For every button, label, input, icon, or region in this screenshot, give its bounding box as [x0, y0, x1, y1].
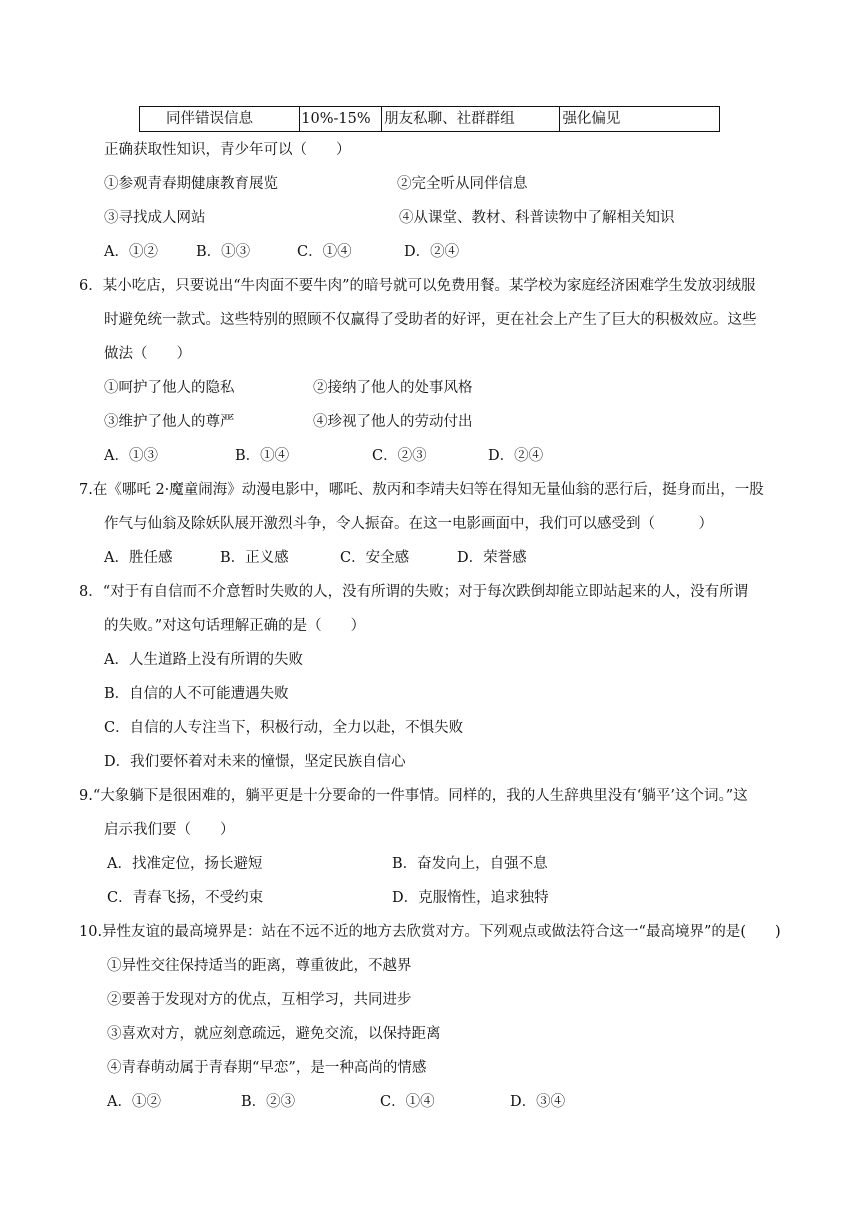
q10-choice-b[interactable]: B．②③ — [241, 1094, 296, 1110]
q10-option-1: ①异性交往保持适当的距离，尊重彼此，不越界 — [107, 958, 412, 974]
table-cell-percent: 10%-15% — [300, 107, 382, 132]
table-cell-channel: 朋友私聊、社群群组 — [382, 107, 560, 132]
q9-stem-line-2: 启示我们要（ ） — [104, 822, 235, 838]
q8-stem-line-1: 8．“对于有自信而不介意暂时失败的人，没有所谓的失败；对于每次跌倒却能立即站起来的人，没有所谓 — [79, 584, 749, 600]
q5-choice-d[interactable]: D．②④ — [404, 244, 460, 260]
q5-choice-b[interactable]: B．①③ — [196, 244, 251, 260]
q9-stem-line-1: 9.“大象躺下是很困难的，躺平更是十分要命的一件事情。同样的，我的人生辞典里没有‘躺平’这个词。”这 — [79, 788, 748, 804]
q6-choice-a[interactable]: A．①③ — [104, 448, 158, 464]
q10-stem-line-1: 10.异性友谊的最高境界是：站在不远不近的地方去欣赏对方。下列观点或做法符合这一“最高境界”的是( ) — [79, 924, 781, 940]
q6-choice-c[interactable]: C．②③ — [372, 448, 427, 464]
q7-stem-line-2: 作气与仙翁及除妖队展开激烈斗争，令人振奋。在这一电影画面中，我们可以感受到（ ） — [104, 516, 713, 532]
q8-choice-d[interactable]: D．我们要怀着对未来的憧憬，坚定民族自信心 — [104, 754, 406, 770]
q5-stem: 正确获取性知识，青少年可以（ ） — [104, 142, 351, 158]
q9-choice-d[interactable]: D．克服惰性，追求独特 — [392, 890, 549, 906]
q6-stem-line-2: 时避免统一款式。这些特别的照顾不仅赢得了受助者的好评，更在社会上产生了巨大的积极效应。这些 — [104, 312, 757, 328]
q6-stem-line-3: 做法（ ） — [104, 346, 191, 362]
q5-option-4: ④从课堂、教材、科普读物中了解相关知识 — [399, 210, 675, 226]
q10-option-3: ③喜欢对方，就应刻意疏远，避免交流，以保持距离 — [107, 1026, 441, 1042]
q9-choice-b[interactable]: B．奋发向上，自强不息 — [392, 856, 548, 872]
table-cell-effect: 强化偏见 — [560, 107, 720, 132]
info-source-table — [139, 106, 720, 132]
q6-option-3: ③维护了他人的尊严 — [104, 414, 235, 430]
q5-option-3: ③寻找成人网站 — [104, 210, 206, 226]
q9-choice-c[interactable]: C．青春飞扬，不受约束 — [107, 890, 264, 906]
table-cell-source: 同伴错误信息 — [140, 107, 300, 132]
q7-choice-d[interactable]: D．荣誉感 — [457, 550, 527, 566]
q7-stem-line-1: 7.在《哪吒 2·魔童闹海》动漫电影中，哪吒、敖丙和李靖夫妇等在得知无量仙翁的恶行后，挺身而出，一股 — [79, 482, 764, 498]
q6-option-2: ②接纳了他人的处事风格 — [313, 380, 473, 396]
q10-option-2: ②要善于发现对方的优点，互相学习，共同进步 — [107, 992, 412, 1008]
q5-choice-c[interactable]: C．①④ — [297, 244, 352, 260]
q6-choice-d[interactable]: D．②④ — [488, 448, 544, 464]
q7-choice-b[interactable]: B．正义感 — [220, 550, 289, 566]
q8-choice-b[interactable]: B．自信的人不可能遭遇失败 — [104, 686, 289, 702]
q7-choice-c[interactable]: C．安全感 — [340, 550, 410, 566]
q6-option-1: ①呵护了他人的隐私 — [104, 380, 235, 396]
q8-stem-line-2: 的失败。”对这句话理解正确的是（ ） — [104, 618, 366, 634]
q10-choice-a[interactable]: A．①② — [107, 1094, 161, 1110]
q8-choice-c[interactable]: C．自信的人专注当下，积极行动，全力以赴，不惧失败 — [104, 720, 464, 736]
q5-option-2: ②完全听从同伴信息 — [397, 176, 528, 192]
q7-choice-a[interactable]: A．胜任感 — [104, 550, 173, 566]
q10-choice-c[interactable]: C．①④ — [380, 1094, 435, 1110]
q5-option-1: ①参观青春期健康教育展览 — [104, 176, 278, 192]
q9-choice-a[interactable]: A．找准定位，扬长避短 — [107, 856, 263, 872]
q8-choice-a[interactable]: A．人生道路上没有所谓的失败 — [104, 652, 303, 668]
q10-choice-d[interactable]: D．③④ — [510, 1094, 566, 1110]
q6-option-4: ④珍视了他人的劳动付出 — [313, 414, 473, 430]
q6-choice-b[interactable]: B．①④ — [235, 448, 290, 464]
q6-stem-line-1: 6．某小吃店，只要说出“牛肉面不要牛肉”的暗号就可以免费用餐。某学校为家庭经济困难学生发放羽绒服 — [79, 278, 756, 294]
q10-option-4: ④青春萌动属于青春期“早恋”，是一种高尚的情感 — [107, 1060, 427, 1076]
q5-choice-a[interactable]: A．①② — [104, 244, 158, 260]
table-row — [140, 107, 720, 132]
